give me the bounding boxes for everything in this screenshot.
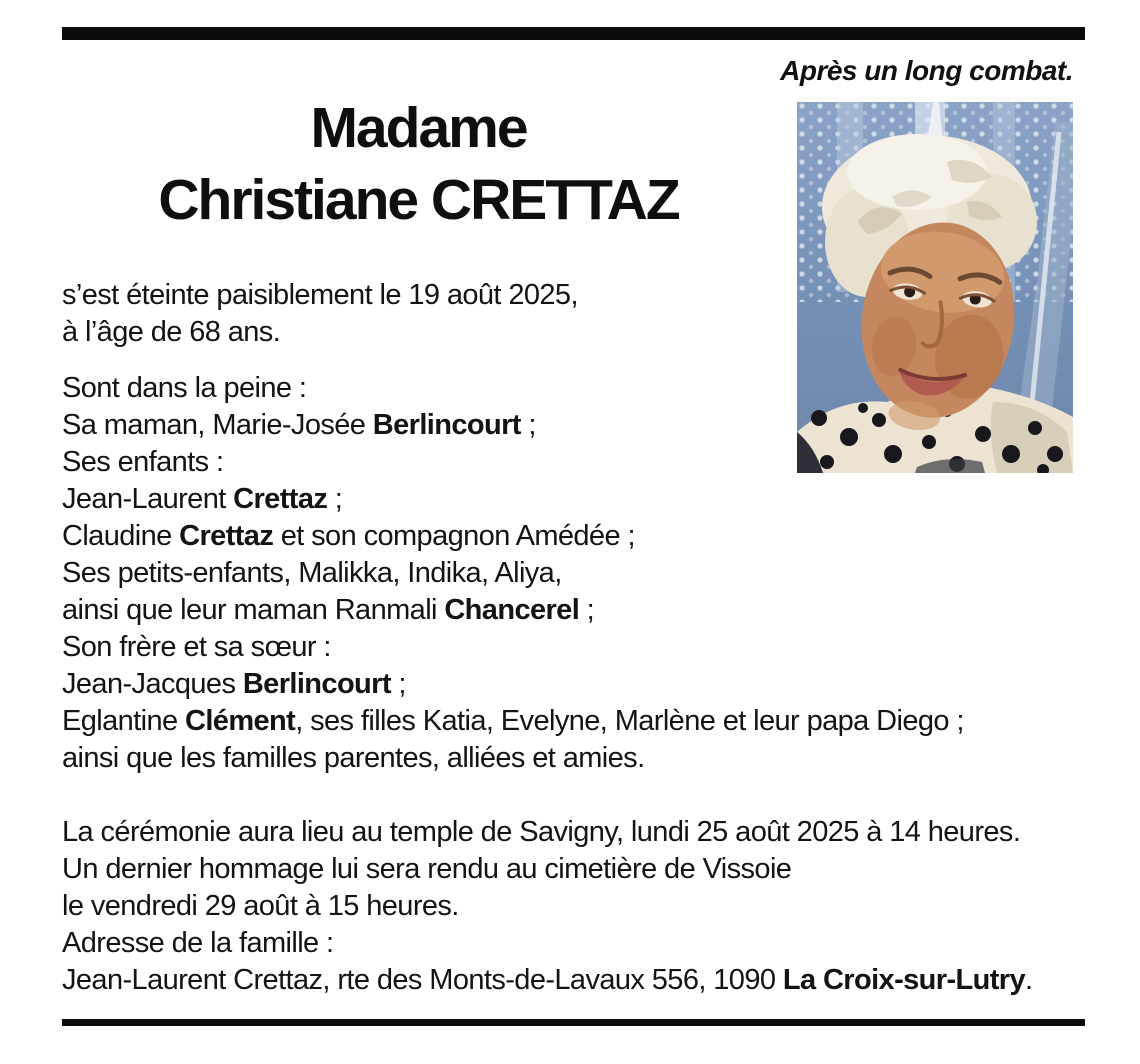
family-name-bold: La Croix-sur-Lutry [782,964,1026,996]
text-line [62,814,1085,851]
top-rule [62,27,1085,40]
text-line [62,703,1085,740]
text-segment: s’est éteinte paisiblement le 19 août 2025, [62,279,578,311]
text-line [62,314,1085,351]
text-line [62,925,1085,962]
text-line [62,851,1085,888]
family-name-bold: Chancerel [444,594,580,626]
text-segment: Jean-Laurent [62,483,234,515]
family-name-bold: Berlincourt [372,409,521,441]
text-line [62,592,1085,629]
text-line [62,407,1085,444]
family-name-bold: Clément [185,705,296,737]
text-segment: Adresse de la famille : [62,927,334,959]
text-segment: Un dernier hommage lui sera rendu au cimetière de Vissoie [62,853,792,885]
text-line [62,629,1085,666]
family-name-bold: Crettaz [179,520,274,552]
text-segment: Jean-Jacques [62,668,243,700]
text-segment: , ses filles Katia, Evelyne, Marlène et leur papa Diego ; [295,705,964,737]
text-segment: La cérémonie aura lieu au temple de Savigny, lundi 25 août 2025 à 14 heures. [62,816,1021,848]
text-segment: ; [520,409,536,441]
text-segment: Son frère et sa sœur : [62,631,331,663]
epigraph: Après un long combat. [780,55,1073,86]
text-segment: Claudine [62,520,180,552]
family-name-bold: Berlincourt [242,668,391,700]
title-line-1: Madame [310,96,527,160]
title-line-2: Christiane CRETTAZ [158,168,679,232]
text-segment: ainsi que leur maman Ranmali [62,594,445,626]
ceremony-paragraph [62,814,1085,999]
page-title [62,92,775,236]
text-segment: ; [327,483,343,515]
family-paragraph [62,370,1085,777]
text-segment: le vendredi 29 août à 15 heures. [62,890,459,922]
text-line [62,740,1085,777]
text-line [62,277,1085,314]
text-segment: Eglantine [62,705,185,737]
text-segment: Ses enfants : [62,446,224,478]
bottom-rule [62,1019,1085,1026]
text-segment: ; [579,594,595,626]
text-line [62,555,1085,592]
text-line [62,481,1085,518]
intro-paragraph [62,277,1085,351]
text-line [62,444,1085,481]
text-segment: et son compagnon Amédée ; [273,520,635,552]
text-segment: à l’âge de 68 ans. [62,316,281,348]
text-segment: Ses petits-enfants, Malikka, Indika, Aliya, [62,557,562,589]
text-segment: ainsi que les familles parentes, alliées et amies. [62,742,645,774]
text-line [62,518,1085,555]
text-segment: ; [390,668,406,700]
family-name-bold: Crettaz [233,483,328,515]
text-segment: Jean-Laurent Crettaz, rte des Monts-de-Lavaux 556, 1090 [62,964,783,996]
text-line [62,962,1085,999]
text-line [62,370,1085,407]
text-segment: . [1025,964,1033,996]
text-line [62,888,1085,925]
text-line [62,666,1085,703]
text-segment: Sont dans la peine : [62,372,307,404]
text-segment: Sa maman, Marie-Josée [62,409,373,441]
